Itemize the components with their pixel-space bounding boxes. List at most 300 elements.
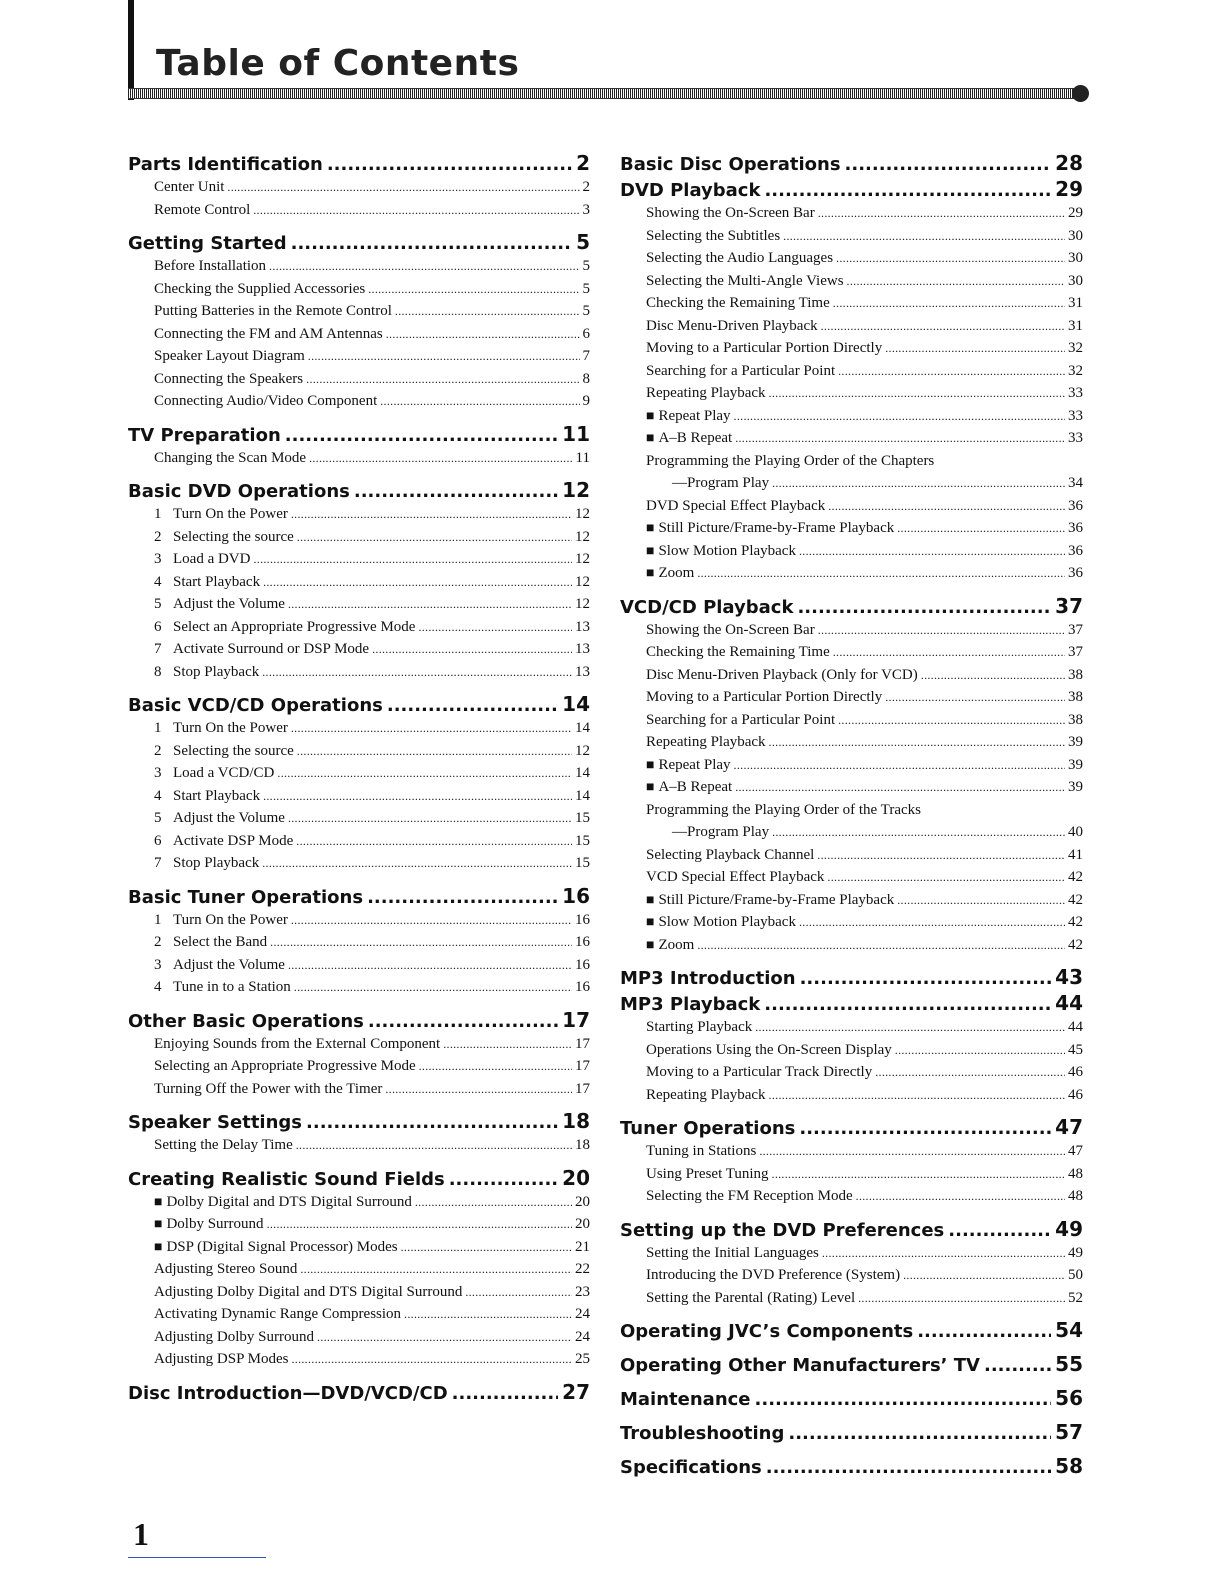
entry-title: Slow Motion Playback [658,542,796,559]
entry-page: 34 [1068,475,1083,491]
dot-leader [419,1055,572,1078]
section-gap [128,875,590,883]
section-title: Other Basic Operations [128,1010,364,1032]
dot-leader [308,345,580,368]
entry-page: 23 [575,1283,590,1300]
entry-title: Load a DVD [173,551,251,567]
toc-section[interactable] [620,593,1083,619]
entry-page: 22 [575,1261,590,1277]
toc-entry[interactable] [128,176,590,199]
toc-entry[interactable] [128,526,590,549]
toc-entry[interactable] [128,1033,590,1056]
entry-title: Turn On the Power [173,911,288,928]
entry-title: —Program Play [672,475,770,491]
entry-title: Checking the Remaining Time [646,295,830,311]
toc-entry[interactable] [128,199,590,222]
entry-title: Speaker Layout Diagram [154,348,305,364]
section-page: 29 [1055,177,1083,201]
bullet-icon: ■ [646,780,655,795]
entry-title: —Program Play [672,824,770,840]
dot-leader [368,278,579,301]
toc-entry[interactable] [620,866,1083,889]
entry-step-number: 3 [154,765,162,781]
entry-title: Activate Surround or DSP Mode [173,641,370,657]
entry-title: A–B Repeat [658,430,733,446]
entry-page: 5 [582,258,590,274]
section-title: MP3 Introduction [620,968,796,989]
entry-step-number: 1 [154,911,162,928]
entry-title: Setting the Initial Languages [646,1244,819,1261]
entry-title: Start Playback [173,573,261,590]
entry-title: Moving to a Particular Track Directly [646,1064,873,1080]
dot-leader [838,709,1065,732]
toc-entry[interactable] [620,517,1083,540]
entry-title: Still Picture/Frame-by-Frame Playback [658,520,895,536]
toc-entry[interactable] [620,225,1083,248]
entry-page: 38 [1068,711,1083,728]
toc-entry[interactable] [128,447,590,470]
entry-step-number: 1 [154,506,162,522]
dot-leader [755,1016,1065,1039]
toc-column-right [620,150,1083,1479]
dot-leader [288,954,572,977]
dot-leader [827,866,1065,889]
toc-entry[interactable] [128,255,590,278]
dot-leader [772,821,1065,844]
dot-leader [735,427,1065,450]
dot-leader [288,807,572,830]
section-title: Basic DVD Operations [128,481,350,502]
dot-leader [845,152,1052,176]
entry-title: Selecting an Appropriate Progressive Mode [154,1058,416,1074]
entry-title: Stop Playback [173,663,260,680]
dot-leader [772,1163,1065,1186]
toc-entry[interactable] [128,931,590,954]
entry-title: Activating Dynamic Range Compression [154,1306,402,1322]
dot-leader [895,1039,1065,1062]
entry-page: 15 [575,810,590,826]
dot-leader [799,540,1065,563]
dot-leader [788,1421,1051,1445]
dot-leader [833,292,1065,315]
toc-section[interactable] [128,1165,590,1191]
toc-section[interactable] [128,691,590,717]
entry-title: Connecting the Speakers [154,370,304,387]
toc-entry[interactable] [620,562,1083,585]
entry-page: 48 [1068,1165,1083,1182]
section-title: Basic VCD/CD Operations [128,695,383,716]
entry-title: Adjust the Volume [173,956,285,973]
entry-page: 46 [1068,1086,1083,1103]
toc-entry[interactable] [128,1191,590,1214]
entry-title: Before Installation [154,258,267,274]
toc-entry[interactable] [620,709,1083,732]
entry-title: Selecting the source [173,742,294,759]
section-title: Parts Identification [128,154,323,175]
toc-entry[interactable] [620,1140,1083,1163]
entry-step-number: 4 [154,787,162,804]
toc-entry[interactable] [128,1348,590,1371]
toc-entry[interactable] [620,844,1083,867]
toc-entry[interactable] [620,1039,1083,1062]
dot-leader [300,1258,572,1281]
section-page: 5 [576,230,590,254]
toc-entry[interactable] [128,976,590,999]
dot-leader [764,178,1051,202]
section-page: 47 [1055,1115,1083,1139]
entry-title: Moving to a Particular Portion Directly [646,340,883,356]
toc-entry[interactable] [128,830,590,853]
entry-title: Starting Playback [646,1019,753,1035]
dot-leader [385,1078,572,1101]
toc-entry[interactable] [128,762,590,785]
entry-page: 12 [575,506,590,522]
dot-leader [697,934,1065,957]
toc-entry[interactable] [128,1326,590,1349]
entry-title: Select an Appropriate Progressive Mode [173,618,416,635]
toc-entry[interactable] [620,1242,1083,1265]
entry-step-number: 7 [154,641,162,657]
section-title: Setting up the DVD Preferences [620,1219,945,1241]
toc-section[interactable] [128,1007,590,1033]
entry-title: Showing the On-Screen Bar [646,205,815,221]
dot-leader [296,830,572,853]
toc-entry[interactable] [128,638,590,661]
entry-step-number: 2 [154,934,162,950]
entry-title: Dolby Digital and DTS Digital Surround [166,1193,412,1210]
section-page: 27 [562,1379,590,1404]
entry-page: 41 [1068,846,1083,863]
entry-page: 5 [582,303,590,319]
section-gap [128,1371,590,1379]
toc-entry[interactable] [620,889,1083,912]
toc-entry[interactable] [620,360,1083,383]
entry-title: Selecting the Subtitles [646,227,781,244]
entry-title: Stop Playback [173,855,260,871]
dot-leader [838,360,1065,383]
toc-entry[interactable] [620,1061,1083,1084]
entry-title: Introducing the DVD Preference (System) [646,1267,901,1283]
dot-leader [267,1213,572,1236]
entry-page: 39 [1068,779,1083,795]
entry-title: Zoom [658,565,695,581]
dot-leader [306,368,579,391]
entry-page: 21 [575,1238,590,1255]
dot-leader [263,785,572,808]
dot-leader [449,1167,558,1191]
entry-page: 13 [575,618,590,635]
entry-page: 49 [1068,1244,1083,1261]
entry-title: Slow Motion Playback [658,914,796,930]
toc-entry[interactable] [620,619,1083,642]
dot-leader [296,1134,572,1157]
toc-entry[interactable] [620,776,1083,799]
dot-leader [452,1381,559,1405]
section-gap [128,469,590,477]
entry-step-number: 5 [154,810,162,826]
toc-entry[interactable] [128,852,590,875]
toc-section[interactable] [620,1114,1083,1140]
section-title: Operating JVC’s Components [620,1321,914,1342]
entry-page: 12 [575,596,590,612]
toc-entry[interactable] [620,821,1083,844]
entry-page: 2 [582,179,590,195]
entry-page: 5 [582,280,590,297]
toc-entry[interactable] [128,323,590,346]
dot-leader [858,1287,1065,1310]
toc-section[interactable] [620,1453,1083,1479]
toc-entry[interactable] [128,390,590,413]
toc-section[interactable] [620,150,1083,176]
dot-leader [415,1191,572,1214]
toc-entry[interactable] [128,300,590,323]
toc-entry[interactable] [128,1236,590,1259]
dot-leader [818,202,1065,225]
toc-entry[interactable] [620,202,1083,225]
toc-entry[interactable] [620,934,1083,957]
entry-page: 36 [1068,520,1083,536]
dot-leader [755,1387,1052,1411]
entry-title: Checking the Remaining Time [646,644,830,660]
entry-page: 12 [575,528,590,545]
bullet-icon: ■ [646,566,655,581]
toc-entry[interactable] [128,1303,590,1326]
entry-page: 29 [1068,205,1083,221]
entry-title: Disc Menu-Driven Playback (Only for VCD) [646,666,918,683]
dot-leader [735,776,1065,799]
section-gap [620,1309,1083,1317]
dot-leader [847,270,1065,293]
section-gap [620,1343,1083,1351]
dot-leader [769,382,1065,405]
toc-column-left [128,150,590,1405]
toc-entry[interactable] [128,571,590,594]
section-gap [620,1208,1083,1216]
dot-leader [277,762,572,785]
entry-title: Repeating Playback [646,385,766,401]
section-title: VCD/CD Playback [620,596,794,618]
dot-leader [285,423,558,447]
toc-entry[interactable] [128,661,590,684]
toc-section[interactable] [620,1216,1083,1242]
toc-entry[interactable] [128,1055,590,1078]
entry-page: 24 [575,1328,590,1345]
toc-entry[interactable] [128,503,590,526]
toc-section[interactable] [620,1385,1083,1411]
toc-entry[interactable] [620,405,1083,428]
entry-page: 33 [1068,407,1083,424]
toc-entry[interactable] [128,909,590,932]
toc-entry[interactable] [620,1016,1083,1039]
entry-title: Turning Off the Power with the Timer [154,1080,383,1097]
entry-title: Activate DSP Mode [173,832,294,849]
dot-leader [262,661,572,684]
entry-page: 32 [1068,362,1083,379]
toc-entry[interactable] [620,754,1083,777]
toc-entry[interactable] [128,717,590,740]
dot-leader [984,1353,1051,1377]
entry-page: 50 [1068,1267,1083,1283]
dot-leader [769,1084,1065,1107]
toc-entry[interactable] [620,1287,1083,1310]
toc-entry[interactable] [620,427,1083,450]
toc-entry[interactable] [620,1264,1083,1287]
dot-leader [297,526,572,549]
entry-title: Selecting the Audio Languages [646,250,834,266]
section-page: 2 [576,151,590,175]
dot-leader [368,1009,558,1033]
entry-title: Selecting the Multi-Angle Views [646,272,844,289]
toc-entry[interactable] [128,1134,590,1157]
toc-section[interactable] [128,1108,590,1134]
entry-title: Select the Band [173,934,268,950]
entry-page: 33 [1068,430,1083,446]
toc-entry[interactable] [128,345,590,368]
section-gap [620,585,1083,593]
bullet-icon: ■ [646,543,655,559]
section-title: DVD Playback [620,180,761,201]
dot-leader [288,593,572,616]
toc-section[interactable] [128,883,590,909]
entry-page: 25 [575,1351,590,1367]
bullet-icon: ■ [646,757,655,773]
toc-entry[interactable] [128,278,590,301]
entry-page: 36 [1068,497,1083,514]
toc-entry[interactable] [620,337,1083,360]
toc-entry[interactable] [128,1078,590,1101]
toc-entry[interactable] [128,368,590,391]
section-page: 43 [1055,965,1083,989]
entry-page: 42 [1068,914,1083,930]
toc-entry[interactable] [128,548,590,571]
toc-section[interactable] [620,176,1083,202]
toc-section[interactable] [128,150,590,176]
toc-entry[interactable] [620,686,1083,709]
toc-section[interactable] [128,477,590,503]
dot-leader [262,852,572,875]
entry-page: 48 [1068,1188,1083,1204]
toc-entry[interactable] [128,807,590,830]
section-title: Specifications [620,1457,762,1478]
toc-entry[interactable] [128,740,590,763]
entry-title: Using Preset Tuning [646,1165,769,1182]
entry-page: 39 [1068,756,1083,773]
toc-entry-label: Programming the Playing Order of the Tracks [646,801,921,818]
toc-entry[interactable] [128,1258,590,1281]
entry-title: Repeat Play [658,407,731,424]
section-title: Troubleshooting [620,1423,785,1444]
section-page: 44 [1055,991,1083,1015]
toc-entry[interactable] [620,911,1083,934]
entry-page: 36 [1068,565,1083,581]
entry-page: 30 [1068,272,1083,289]
entry-title: Repeat Play [658,756,731,773]
toc-entry[interactable] [128,593,590,616]
entry-page: 38 [1068,666,1083,683]
section-page: 49 [1055,1216,1083,1241]
toc-entry[interactable] [128,1213,590,1236]
toc-entry[interactable] [620,641,1083,664]
dot-leader [395,300,580,323]
toc-entry[interactable] [620,495,1083,518]
dot-leader [291,717,572,740]
dot-leader [734,405,1065,428]
toc-entry[interactable] [620,247,1083,270]
section-title: Operating Other Manufacturers’ TV [620,1355,980,1376]
toc-entry[interactable] [620,540,1083,563]
section-gap [620,1377,1083,1385]
toc-section[interactable] [620,990,1083,1016]
entry-page: 18 [575,1137,590,1153]
toc-entry[interactable] [620,1084,1083,1107]
toc-entry[interactable] [620,270,1083,293]
toc-entry[interactable] [620,472,1083,495]
entry-title: Moving to a Particular Portion Directly [646,689,883,705]
entry-step-number: 7 [154,855,162,871]
toc-section[interactable] [620,1351,1083,1377]
toc-entry[interactable] [620,292,1083,315]
entry-title: Putting Batteries in the Remote Control [154,303,392,319]
page-number: 1 [133,1516,149,1552]
dot-leader [885,337,1065,360]
dot-leader [833,641,1065,664]
entry-page: 31 [1068,295,1083,311]
toc-entry[interactable] [620,1163,1083,1186]
entry-page: 14 [575,787,590,804]
entry-step-number: 3 [154,956,162,973]
toc-entry[interactable] [620,664,1083,687]
toc-entry[interactable] [620,382,1083,405]
entry-title: Center Unit [154,179,225,195]
toc-section[interactable] [620,1419,1083,1445]
toc-entry-label: Programming the Playing Order of the Chapters [646,452,935,469]
entry-title: Adjusting Dolby Surround [154,1328,315,1345]
toc-entry[interactable] [128,616,590,639]
dot-leader [697,562,1065,585]
header-rule [128,88,1080,99]
section-gap [620,1445,1083,1453]
entry-title: Selecting the FM Reception Mode [646,1188,853,1204]
section-gap [620,1411,1083,1419]
entry-title: Turn On the Power [173,506,288,522]
toc-entry[interactable] [128,1281,590,1304]
toc-entry[interactable] [620,731,1083,754]
dot-leader [443,1033,572,1056]
dot-leader [404,1303,572,1326]
section-title: MP3 Playback [620,994,761,1015]
entry-title: Showing the On-Screen Bar [646,621,815,638]
dot-leader [294,976,572,999]
toc-section[interactable] [620,964,1083,990]
toc-section[interactable] [620,1317,1083,1343]
dot-leader [797,595,1051,619]
toc-section[interactable] [128,421,590,447]
bullet-icon: ■ [154,1239,163,1255]
bullet-icon: ■ [646,431,655,446]
toc-section[interactable] [128,229,590,255]
entry-page: 14 [575,765,590,781]
dot-leader [263,571,572,594]
entry-title: Turn On the Power [173,720,288,736]
toc-entry[interactable] [128,785,590,808]
entry-page: 16 [575,979,590,995]
toc-entry[interactable] [620,315,1083,338]
toc-entry[interactable] [128,954,590,977]
entry-title: Adjusting DSP Modes [154,1351,289,1367]
toc-entry[interactable] [620,1185,1083,1208]
entry-page: 20 [575,1216,590,1232]
toc-section[interactable] [128,1379,590,1405]
